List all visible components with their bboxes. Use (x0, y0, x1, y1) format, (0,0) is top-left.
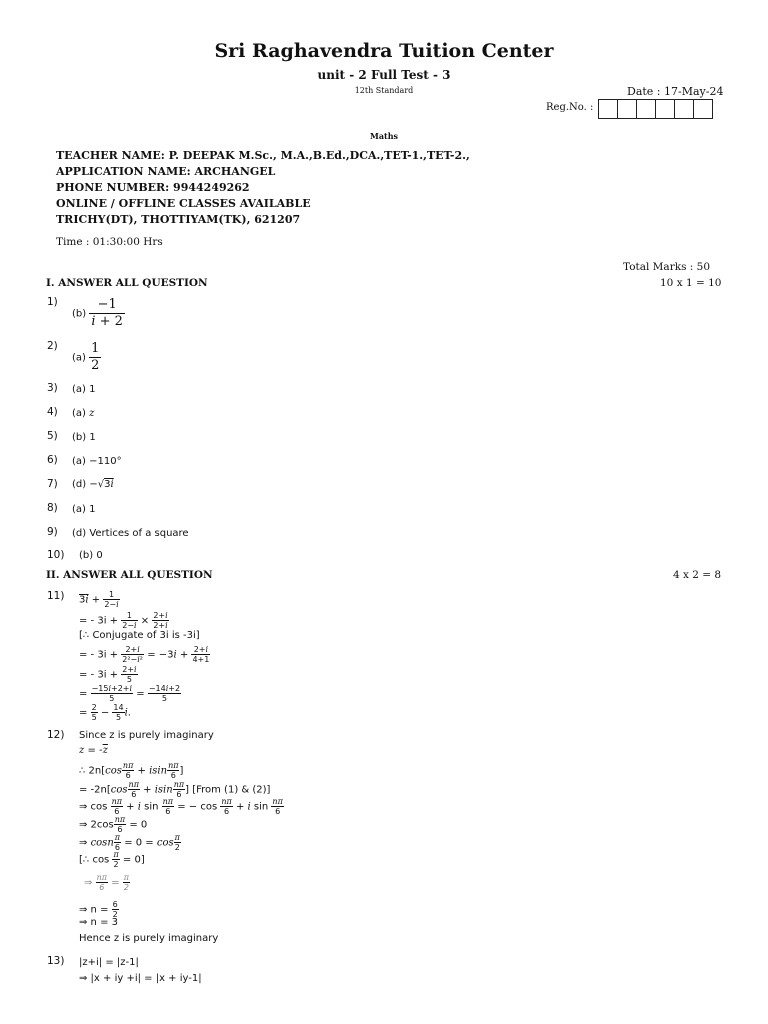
q12-line: ⇒ cos $\frac{n\pi}{6}$ + i sin $\frac{n\pi}{6}$ = − cos $\frac{n\pi}{6}$ + i sin $\frac{n\pi}{6}$ (79, 797, 283, 816)
answer-2 (72, 341, 101, 374)
q12-n-frac-label: ⇒ n = (79, 904, 109, 916)
regno-box (674, 99, 694, 119)
section-1-marks: 10 x 1 = 10 (660, 277, 722, 289)
fraction: $\frac{-1}{i + 2}$ (91, 297, 123, 329)
standard-label: 12th Standard (354, 86, 414, 95)
answer-3: (a) 1 (72, 384, 96, 395)
answer-1 (72, 297, 125, 330)
question-number: 7) (47, 478, 58, 490)
question-number: 9) (47, 526, 58, 538)
section-2-marks: 4 x 2 = 8 (673, 569, 722, 581)
q13-line: |z+i| = |z-1| (79, 957, 139, 968)
answer-option: (a) (72, 352, 86, 364)
q12-line: ⇒ n = 3 (79, 917, 118, 928)
teacher-name: TEACHER NAME: P. DEEPAK M.Sc., M.A.,B.Ed.,DCA.,TET-1.,TET-2., (56, 149, 470, 162)
answer-9: (d) Vertices of a square (72, 528, 189, 539)
date-label: Date : 17-May-24 (627, 85, 724, 98)
q12-line: [∴ cos $\frac{\pi}{2}$ = 0] (79, 850, 145, 869)
question-number: 11) (47, 590, 65, 602)
q12-handwritten-step: ⇒ $\frac{n\pi}{6}$ = $\frac{\pi}{2}$ (84, 873, 129, 892)
q12-line: ∴ 2n[cos $\frac{n\pi}{6}$ + isin $\frac{n\pi}{6}$ ] (79, 761, 184, 780)
q12-line: ⇒ cosn $\frac{\pi}{6}$ = 0 = cos $\frac{\pi}{2}$ (79, 833, 180, 852)
question-number: 1) (47, 296, 58, 308)
q12-from-note: [From (1) & (2)] (192, 784, 271, 796)
question-number: 5) (47, 430, 58, 442)
q11-line: = - 3i + $\frac{2+i}{5}$ (79, 665, 137, 684)
time-label: Time : 01:30:00 Hrs (56, 236, 163, 248)
test-title: unit - 2 Full Test - 3 (317, 68, 451, 82)
q12-cos-note: [∴ cos (79, 854, 110, 866)
answer-8: (a) 1 (72, 504, 96, 515)
question-number: 6) (47, 454, 58, 466)
answer-7: (d) −√3i (72, 479, 114, 490)
section-2-title: II. ANSWER ALL QUESTION (46, 569, 213, 581)
q11-line: [∴ Conjugate of 3i is -3i] (79, 630, 200, 641)
q11-line: = $\frac{-15i+2+i}{5}$ = $\frac{-14i+2}{5}$ (79, 684, 181, 703)
answer-option: (d) (72, 479, 87, 490)
q12-statement: Since z is purely imaginary (79, 730, 214, 741)
q12-conclusion: Hence z is purely imaginary (79, 933, 219, 944)
q12-line: ⇒ n = $\frac{6}{2}$ (79, 900, 118, 919)
subject-label: Maths (369, 131, 399, 141)
answer-4: (a) z (72, 408, 95, 419)
question-number: 10) (47, 549, 65, 561)
regno-box (617, 99, 637, 119)
question-number: 2) (47, 340, 58, 352)
q13-line: ⇒ |x + iy +i| = |x + iy-1| (79, 973, 202, 984)
answer-5: (b) 1 (72, 432, 96, 443)
question-number: 3) (47, 382, 58, 394)
answer-option: (b) (72, 308, 87, 320)
q12-line: $z = -\overline{z}$ (79, 745, 108, 756)
regno-box (655, 99, 675, 119)
question-number: 12) (47, 729, 65, 741)
q11-line: = - 3i + $\frac{2+i}{\text{2²−i²}}$ = −3i + $\frac{2+i}{4+1}$ (79, 645, 210, 664)
q11-line: 3i + $\frac{1}{2-i}$ (79, 590, 119, 609)
school-title: Sri Raghavendra Tuition Center (214, 40, 554, 62)
q11-line: = $\frac{2}{5}$ − $\frac{14}{5}$ i. (79, 703, 131, 722)
regno-box (598, 99, 618, 119)
regno-boxes (599, 99, 713, 119)
question-number: 4) (47, 406, 58, 418)
total-marks: Total Marks : 50 (623, 261, 711, 273)
regno-box (693, 99, 713, 119)
section-1-title: I. ANSWER ALL QUESTION (46, 277, 208, 289)
q12-line: = -2n[cos $\frac{n\pi}{6}$ + isin $\frac{n\pi}{6}$ ] [From (1) & (2)] (79, 780, 271, 799)
phone-number: PHONE NUMBER: 9944249262 (56, 181, 250, 194)
question-number: 8) (47, 502, 58, 514)
q12-line: ⇒ 2cos $\frac{n\pi}{6}$ = 0 (79, 815, 148, 834)
q11-line: = - 3i + $\frac{1}{2-i}$ × $\frac{2+i}{2+i}$ (79, 611, 168, 630)
regno-box (636, 99, 656, 119)
regno-label: Reg.No. : (546, 102, 594, 113)
answer-10: (b) 0 (79, 550, 103, 561)
answer-6: (a) −110° (72, 456, 122, 467)
address: TRICHY(DT), THOTTIYAM(TK), 621207 (56, 213, 301, 226)
fraction: $\frac{1}{2}$ (91, 341, 100, 373)
classes-available: ONLINE / OFFLINE CLASSES AVAILABLE (56, 197, 311, 210)
answer-option: (a) (72, 408, 86, 419)
question-number: 13) (47, 955, 65, 967)
application-name: APPLICATION NAME: ARCHANGEL (56, 165, 276, 178)
